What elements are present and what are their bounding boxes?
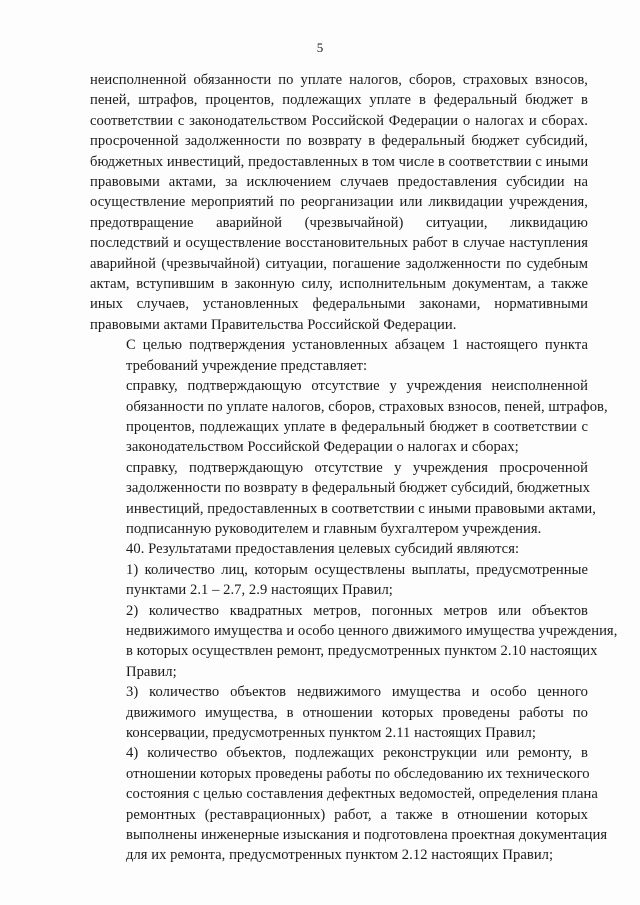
text-line: процентов, подлежащих уплате в федеральный бюджет в соответствии с: [126, 418, 588, 435]
text-line: консервации, предусмотренных пунктом 2.11 настоящих Правил;: [126, 725, 536, 741]
text-line: инвестиций, предоставленных в соответствии с иными правовыми актами,: [126, 500, 596, 517]
text-line: С целью подтверждения установленных абзацем 1 настоящего пункта: [126, 337, 588, 354]
text-line: неисполненной обязанности по уплате налогов, сборов, страховых взносов,: [90, 72, 588, 88]
paragraph-results-heading: [90, 539, 588, 559]
text-line: задолженности по возврату в федеральный бюджет субсидий, бюджетных: [126, 480, 590, 497]
text-line: иных случаев, установленных федеральными законами, нормативными: [90, 296, 588, 313]
text-line: справку, подтверждающую отсутствие у учреждения неисполненной: [126, 378, 588, 395]
text-line: недвижимого имущества и особо ценного движимого имущества учреждения,: [126, 622, 618, 639]
text-line: 2) количество квадратных метров, погонных метров или объектов: [126, 602, 588, 619]
text-line: аварийной (чрезвычайной) ситуации, погашение задолженности по судебным: [90, 255, 588, 272]
paragraph-tax-certificate: [90, 376, 608, 458]
paragraph-continuation: [90, 70, 588, 335]
text-line: просроченной задолженности по возврату в федеральный бюджет субсидий,: [90, 133, 588, 150]
page-number: 5: [316, 40, 324, 55]
text-line: соответствии с законодательством Российской Федерации о налогах и сборах.: [90, 112, 588, 129]
text-line: 3) количество объектов недвижимого имущества и особо ценного: [126, 684, 588, 701]
text-line: подписанную руководителем и главным бухгалтером учреждения.: [126, 520, 542, 537]
text-line: в которых осуществлен ремонт, предусмотренных пунктом 2.10 настоящих: [126, 643, 598, 660]
text-line: 4) количество объектов, подлежащих реконструкции или ремонту, в: [126, 745, 588, 762]
text-line: отношении которых проведены работы по обследованию их технического: [126, 765, 590, 782]
text-line: состояния с целью составления дефектных ведомостей, определения плана: [126, 786, 598, 803]
paragraph-debt-certificate: [90, 458, 596, 540]
text-line: пеней, штрафов, процентов, подлежащих уплате в федеральный бюджет в: [90, 92, 588, 109]
text-line: последствий и осуществление восстановительных работ в случае наступления: [90, 235, 588, 252]
document-body: [90, 70, 618, 866]
text-line: бюджетных инвестиций, предоставленных в том числе в соответствии с иными: [90, 153, 589, 170]
text-line: актам, вступившим в законную силу, исполнительным документам, а также: [90, 276, 588, 293]
text-line: законодательством Российской Федерации о налогах и сборах;: [126, 439, 519, 456]
text-line: справку, подтверждающую отсутствие у учреждения просроченной: [126, 459, 588, 476]
text-line: правовыми актами Правительства Российской Федерации.: [90, 316, 457, 333]
text-line: пунктами 2.1 – 2.7, 2.9 настоящих Правил;: [126, 582, 393, 599]
paragraph-requirements-intro: [90, 335, 588, 376]
text-line: Правил;: [126, 663, 177, 680]
text-line: предотвращение аварийной (чрезвычайной) ситуации, ликвидацию: [90, 214, 588, 231]
list-item-1: [90, 560, 588, 601]
text-line: требований учреждение представляет:: [126, 357, 368, 374]
list-item-3: [90, 682, 588, 743]
text-line: для их ремонта, предусмотренных пунктом 2.12 настоящих Правил;: [126, 847, 554, 864]
text-line: 1) количество лиц, которым осуществлены выплаты, предусмотренные: [126, 561, 588, 578]
text-line: правовыми актами, за исключением случаев предоставления субсидии на: [90, 174, 588, 191]
text-line: движимого имущества, в отношении которых проведены работы по: [126, 704, 588, 721]
list-item-4: [90, 743, 608, 865]
text-line: 40. Результатами предоставления целевых субсидий являются:: [126, 541, 520, 558]
text-line: ремонтных (реставрационных) работ, а также в отношении которых: [126, 806, 588, 823]
list-item-2: [90, 601, 618, 683]
text-line: обязанности по уплате налогов, сборов, страховых взносов, пеней, штрафов,: [126, 398, 608, 415]
text-line: выполнены инженерные изыскания и подготовлена проектная документация: [126, 827, 608, 844]
text-line: осуществление мероприятий по реорганизации или ликвидации учреждения,: [90, 194, 588, 211]
